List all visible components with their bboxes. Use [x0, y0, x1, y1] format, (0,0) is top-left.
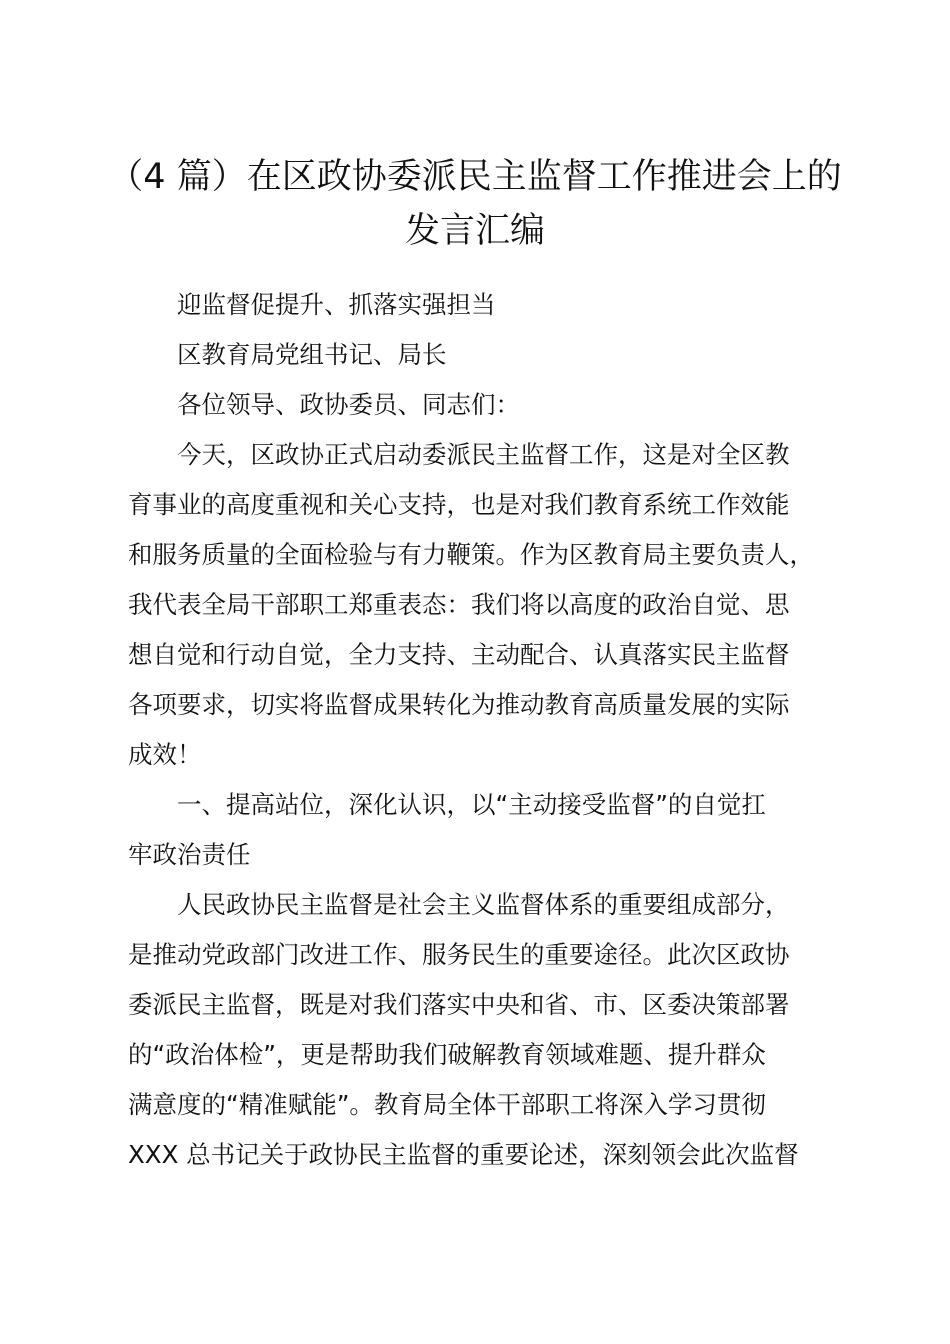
speech-subtitle: 迎监督促提升、抓落实强担当 [177, 290, 496, 319]
paragraph-1-line: 想自觉和行动自觉，全力支持、主动配合、认真落实民主监督 [128, 640, 790, 669]
paragraph-2-line: 人民政协民主监督是社会主义监督体系的重要组成部分， [177, 890, 790, 919]
paragraph-1-line: 我代表全局干部职工郑重表态：我们将以高度的政治自觉、思 [128, 590, 790, 619]
paragraph-2-line: 满意度的“精准赋能”。教育局全体干部职工将深入学习贯彻 [128, 1090, 766, 1119]
section-heading-1-continued: 牢政治责任 [128, 840, 251, 869]
speaker-title: 区教育局党组书记、局长 [177, 340, 447, 369]
section-heading-1: 一、提高站位，深化认识，以“主动接受监督”的自觉扛 [177, 790, 766, 819]
paragraph-1-line: 育事业的高度重视和关心支持，也是对我们教育系统工作效能 [128, 490, 790, 519]
paragraph-2-line: 委派民主监督，既是对我们落实中央和省、市、区委决策部署 [128, 990, 790, 1019]
paragraph-1-line: 和服务质量的全面检验与有力鞭策。作为区教育局主要负责人， [128, 540, 814, 569]
paragraph-1-line: 成效！ [128, 740, 202, 769]
paragraph-1-line: 今天，区政协正式启动委派民主监督工作，这是对全区教 [177, 440, 790, 469]
document-title-line-1: （4 篇）在区政协委派民主监督工作推进会上的 [108, 157, 842, 197]
paragraph-2-line: 是推动党政部门改进工作、服务民生的重要途径。此次区政协 [128, 940, 790, 969]
paragraph-2-line: 的“政治体检”，更是帮助我们破解教育领域难题、提升群众 [128, 1040, 766, 1069]
salutation: 各位领导、政协委员、同志们： [177, 390, 520, 419]
paragraph-1-line: 各项要求，切实将监督成果转化为推动教育高质量发展的实际 [128, 690, 790, 719]
paragraph-2-line: XXX 总书记关于政协民主监督的重要论述，深刻领会此次监督 [128, 1140, 799, 1169]
document-title-line-2: 发言汇编 [404, 211, 545, 251]
